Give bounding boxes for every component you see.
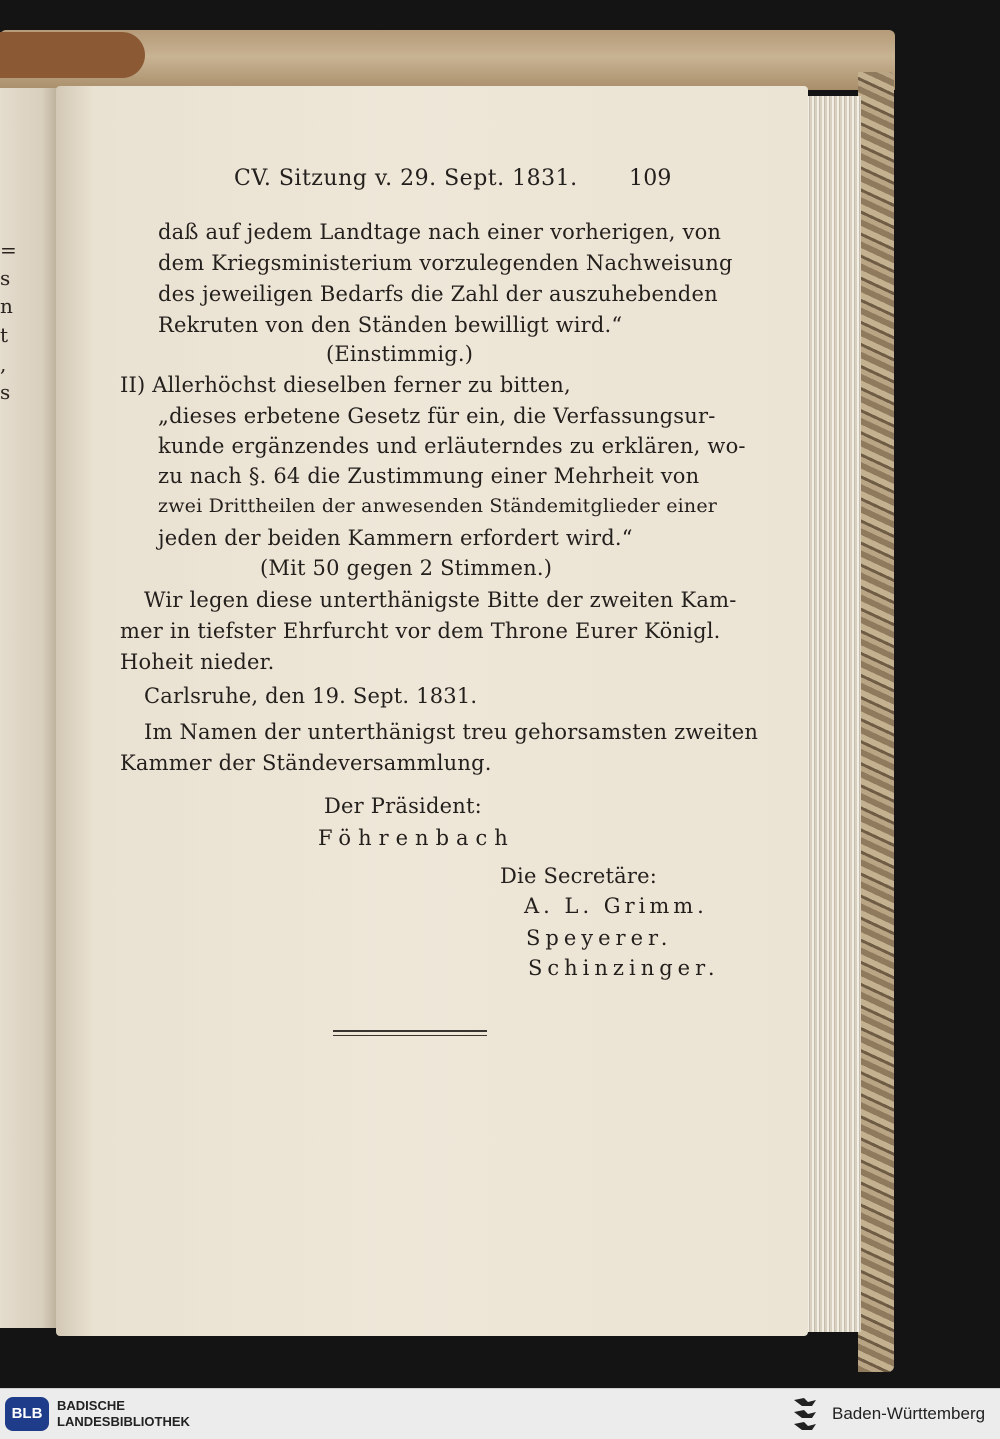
blb-logo[interactable]: BLB [5, 1397, 49, 1431]
left-page-marks [0, 88, 20, 488]
text-line: jeden der beiden Kammern erfordert wird.“ [158, 526, 633, 550]
baden-wuerttemberg-name[interactable]: Baden-Württemberg [832, 1404, 986, 1423]
left-mark: , [0, 352, 7, 376]
page-text [56, 86, 808, 1336]
text-line: kunde ergänzendes und erläuterndes zu erklären, wo- [158, 434, 746, 458]
left-mark: s [0, 266, 11, 290]
text-line: zu nach §. 64 die Zustimmung einer Mehrheit von [158, 464, 700, 488]
spine-strap [0, 32, 145, 78]
vote-result: (Einstimmig.) [326, 342, 474, 366]
text-line: Im Namen der unterthänigst treu gehorsamsten zweiten [144, 720, 759, 744]
text-line: Rekruten von den Ständen bewilligt wird.“ [158, 313, 623, 337]
text-line: Wir legen diese unterthänigste Bitte der zweiten Kam- [144, 588, 737, 612]
secretaries-title: Die Secretäre: [500, 864, 657, 888]
text-line: II) Allerhöchst dieselben ferner zu bitten, [120, 373, 571, 397]
baden-wuerttemberg-lions-icon [790, 1394, 822, 1434]
blb-name-line: LANDESBIBLIOTHEK [57, 1414, 190, 1429]
secretary-name: Speyerer. [526, 926, 673, 950]
secretary-name: A. L. Grimm. [524, 894, 708, 918]
left-mark: s [0, 380, 11, 404]
text-line: zwei Drittheilen der anwesenden Ständemitglieder einer [158, 495, 718, 517]
left-mark: n [0, 294, 13, 318]
place-date: Carlsruhe, den 19. Sept. 1831. [144, 684, 478, 708]
text-line: dem Kriegsministerium vorzulegenden Nachweisung [158, 251, 733, 275]
vote-result: (Mit 50 gegen 2 Stimmen.) [260, 556, 553, 580]
president-name: Föhrenbach [318, 826, 515, 850]
text-line: des jeweiligen Bedarfs die Zahl der auszuhebenden [158, 282, 718, 306]
blb-name [57, 1398, 190, 1430]
viewer-footer [0, 1388, 1000, 1439]
right-page [56, 86, 808, 1336]
left-mark: = [0, 238, 17, 262]
blb-name-line: BADISCHE [57, 1398, 125, 1413]
page-number: 109 [629, 166, 672, 191]
closing-rule [333, 1035, 487, 1036]
book-cover-right [858, 72, 894, 1372]
left-mark: t [0, 323, 9, 347]
running-head: CV. Sitzung v. 29. Sept. 1831. [234, 166, 578, 191]
secretary-name: Schinzinger. [528, 956, 720, 980]
text-line: Kammer der Ständeversammlung. [120, 751, 492, 775]
text-line: „dieses erbetene Gesetz für ein, die Verfassungsur- [158, 404, 716, 428]
text-line: Hoheit nieder. [120, 650, 275, 674]
text-line: daß auf jedem Landtage nach einer vorherigen, von [158, 220, 722, 244]
closing-rule [333, 1030, 487, 1032]
president-title: Der Präsident: [324, 794, 482, 818]
text-line: mer in tiefster Ehrfurcht vor dem Throne Eurer Königl. [120, 619, 721, 643]
